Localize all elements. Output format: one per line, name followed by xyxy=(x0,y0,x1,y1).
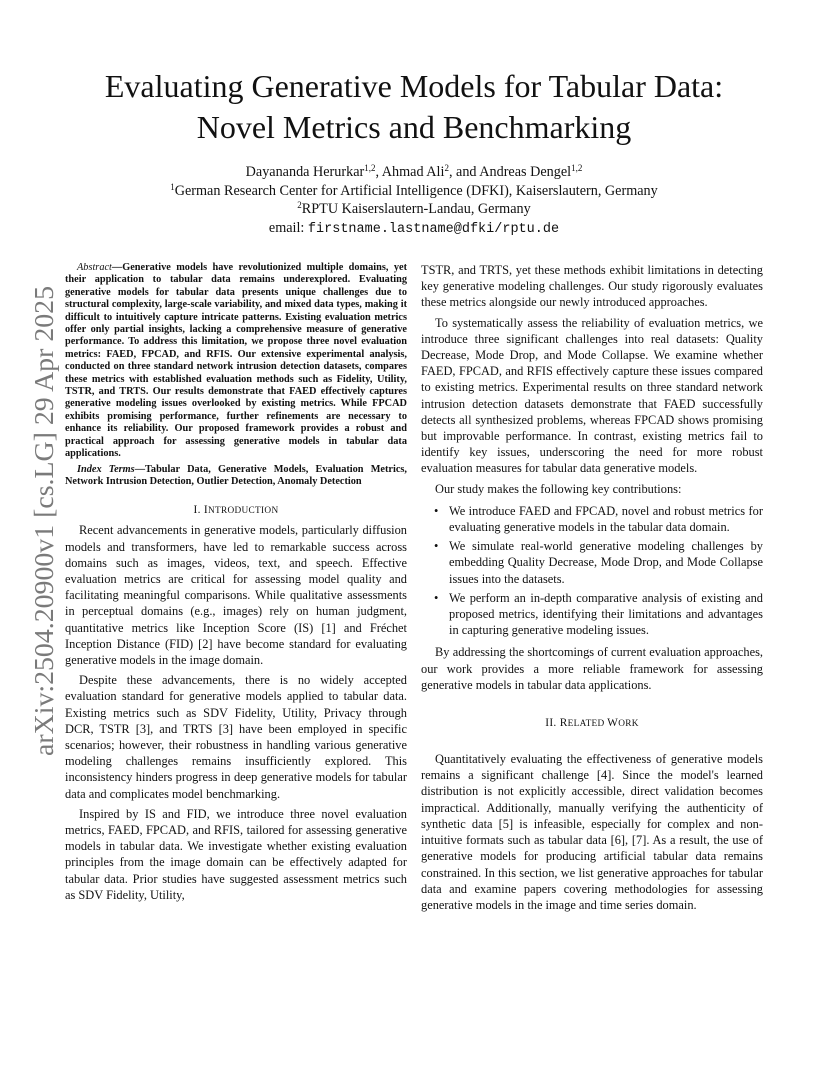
arxiv-side-stamp xyxy=(10,250,62,790)
paper-title xyxy=(70,66,758,148)
related-work-paragraph-1: Quantitatively evaluating the effectiveness of generative models remains a significant challenge [4]. Since the model's learned distribution is not explicitly accessible, direct validation becomes impractical. Additionally, manually verifying the authenticity of synthetic data [5] is infeasible, especially for complex and non-intuitive formats such as tabular data [6], [7]. As a result, the use of generative models for producing artificial tabular data remains constrained. In this section, we list generative approaches for tabular data and examine papers covering methodologies for assessing generative models in the image and time series domain. xyxy=(421,752,763,912)
arxiv-identifier: arXiv:2504.20900v1 [cs.LG] 29 Apr 2025 xyxy=(28,291,59,756)
email-label: email: xyxy=(268,219,308,236)
abstract xyxy=(65,262,407,461)
author-2: , Ahmad Ali xyxy=(375,164,445,180)
title-line-1: Evaluating Generative Models for Tabular Data: xyxy=(104,68,724,104)
email-line xyxy=(70,219,758,240)
left-column xyxy=(65,262,407,903)
contributions-list xyxy=(421,503,763,639)
index-terms-lead: Index Terms xyxy=(77,463,135,475)
intro-paragraph-closing: By addressing the shortcomings of current evaluation approaches, our work provides a more reliable framework for assessing generative models in tabular data applications. xyxy=(421,645,763,692)
intro-paragraph-4: To systematically assess the reliability of evaluation metrics, we introduce three significant challenges into real datasets: Quality Decrease, Mode Drop, and Mode Collapse. We examine whether FAED, FPCAD, and RFIS effectively capture these issues compared to existing metrics. Experimental results on three standard network intrusion detection datasets demonstrate that FAED successfully detects all synthesized problems, whereas FPCAD shows promising but improvable performance. In contrast, existing metrics fail to identify key issues, underscoring the need for more robust evaluation measures for tabular data generative models. xyxy=(421,315,763,476)
bullet-icon: • xyxy=(434,503,439,518)
title-line-2: Novel Metrics and Benchmarking xyxy=(196,109,632,145)
right-column xyxy=(421,262,763,913)
intro-paragraph-3: Inspired by IS and FID, we introduce three novel evaluation metrics, FAED, FPCAD, and RFIS, tailored for assessing generative models in tabular data. We investigate whether existing evaluation principles from the image domain can be effectively adapted for tabular data. Prior studies have suggested assessment metrics such as SDV Fidelity, Utility, xyxy=(65,806,407,902)
list-item: • We simulate real-world generative modeling challenges by embedding Quality Decrease, Mode Drop, and Mode Collapse issues into the datasets. xyxy=(434,539,763,586)
section-heading-related-work: II. RELATED WORK xyxy=(545,717,639,730)
author-3: , and Andreas Dengel xyxy=(448,164,572,180)
affiliation-1-mark: 1 xyxy=(170,181,175,192)
affiliation-2-mark: 2 xyxy=(297,200,302,210)
intro-paragraph-1: Recent advancements in generative models, particularly diffusion models and transformers, have led to remarkable success across domains such as images, videos, text, and speech. Effective evaluation metrics are critical for assessing model quality and facilitating meaningful comparisons. While qualitative assessments in perceptual domains (e.g., images) rely on human judgment, quantitative metrics like Inception Score (IS) [1] and Fréchet Inception Distance (FID) [2] have become standard for evaluating generative models in the image domain. xyxy=(65,523,407,667)
affiliation-1 xyxy=(70,182,758,201)
list-item: • We perform an in-depth comparative analysis of existing and proposed metrics, identifying their limitations and advantages in capturing generative modeling issues. xyxy=(434,590,763,638)
contributions-intro: Our study makes the following key contributions: xyxy=(435,481,682,496)
section-heading-introduction: I. INTRODUCTION xyxy=(193,504,279,517)
author-1-affiliation: 1,2 xyxy=(364,163,376,173)
author-block xyxy=(70,163,758,239)
intro-paragraph-3-continued: TSTR, and TRTS, yet these methods exhibit limitations in detecting key generative modeling challenges. Our study rigorously evaluates these metrics alongside our newly introduced approaches. xyxy=(421,263,763,310)
affiliation-2-text: RPTU Kaiserslautern-Landau, Germany xyxy=(301,201,531,217)
author-2-affiliation: 2 xyxy=(444,163,449,173)
bullet-icon: • xyxy=(434,590,439,605)
abstract-text: —Generative models have revolutionized multiple domains, yet their application to tabular data remains underexplored. Evaluating generative models for tabular data presents unique challenges due to structural complexity, large-scale variability, and mixed data types, making it difficult to intuitively capture intricate patterns. Existing evaluation metrics offer only partial insights, lacking a comprehensive measure of generative performance. To address this limitation, we propose three novel evaluation metrics: FAED, FPCAD, and RFIS. Our extensive experimental analysis, conducted on three standard network intrusion detection datasets, compares these metrics with established evaluation methods such as Fidelity, Utility, TSTR, and TRTS. Our results demonstrate that FAED effectively captures generative modeling issues overlooked by existing metrics. While FPCAD exhibits promising performance, further refinements are necessary to enhance its reliability. Our proposed framework provides a robust and practical approach for assessing generative models in tabular data applications. xyxy=(65,262,407,460)
list-item: • We introduce FAED and FPCAD, novel and robust metrics for evaluating generative models in the tabular data domain. xyxy=(434,503,763,535)
author-3-affiliation: 1,2 xyxy=(571,163,583,173)
email-address: firstname.lastname@dfki/rptu.de xyxy=(307,221,560,237)
author-names xyxy=(70,163,758,182)
index-terms xyxy=(65,464,407,489)
affiliation-2 xyxy=(70,200,758,219)
intro-paragraph-2: Despite these advancements, there is no widely accepted evaluation standard for generative models applied to tabular data. Existing metrics such as SDV Fidelity, Utility, Privacy through DCR, TSTR [3], and TRTS [3] have been employed in specific scenarios; however, their robustness in handling various generative modeling challenges remains insufficiently explored. This inconsistency hinders progress in deep generative models for tabular data and complicates model benchmarking. xyxy=(65,673,407,801)
index-terms-text: —Tabular Data, Generative Models, Evaluation Metrics, Network Intrusion Detection, Outlier Detection, Anomaly Detection xyxy=(65,463,407,487)
author-1: Dayananda Herurkar xyxy=(245,164,365,180)
bullet-icon: • xyxy=(434,539,439,554)
affiliation-1-text: German Research Center for Artificial Intelligence (DFKI), Kaiserslautern, Germany xyxy=(174,182,658,199)
abstract-lead: Abstract xyxy=(77,262,112,273)
